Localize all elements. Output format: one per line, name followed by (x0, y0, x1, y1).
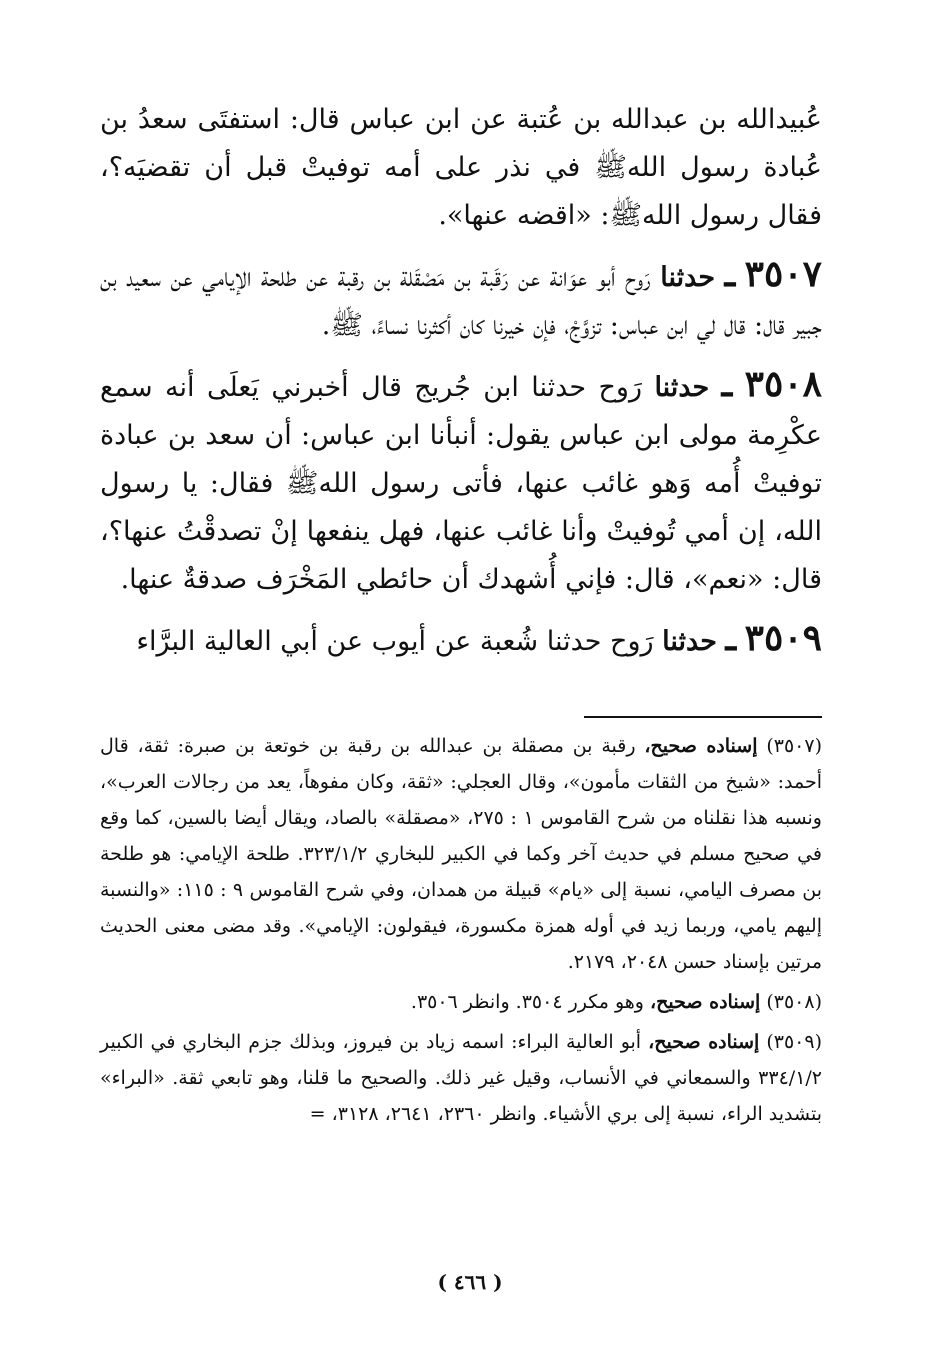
footnote-text: أبو العالية البراء: اسمه زياد بن فيروز، وبذلك جزم البخاري في الكبير ٣٣٤/١/٢ والسمعاني في الأنساب، وقيل غير ذلك. والصحيح ما قلنا، وهو تابعي ثقة. «البراء» بتشديد الراء، نسبة إلى بري الأشياء. وانظر ٢٣٦٠، ٢٦٤١، ٣١٢٨، = (100, 1031, 822, 1125)
footnote-lead: إسناده صحيح، (650, 991, 761, 1013)
hadith-lead-word: حدثنا (654, 372, 710, 403)
footnote-lead: إسناده صحيح، (644, 735, 758, 757)
hadith-lead-word: حدثنا (660, 262, 716, 293)
footnote-ref: (٣٥٠٨) (766, 991, 822, 1013)
hadith-3508 (100, 360, 822, 604)
footnote-text: رقبة بن مصقلة بن عبدالله بن رقبة بن خوتعة بن صبرة: ثقة، قال أحمد: «شيخ من الثقات مأمون»، وقال العجلي: «ثقة، وكان مفوهاً، يعد من رجالات العرب»، ونسبه هذا نقلناه من شرح القاموس ١ : ٢٧٥، «مصقلة» بالصاد، ويقال أيضا بالسين، كما وقع في صحيح مسلم في حديث آخر وكما في الكبير للبخاري ٣٢٣/١/٢. طلحة الإيامي: هو طلحة بن مصرف اليامي، نسبة إلى «يام» قبيلة من همدان، وفي شرح القاموس ٩ : ١١٥: «والنسبة إليهم يامي، وربما زيد في أوله همزة مكسورة، فيقولون: الإيامي». وقد مضى معنى الحديث مرتين بإسناد حسن ٢٠٤٨، ٢١٧٩. (100, 735, 823, 973)
page-number: ( ٤٦٦ ) (437, 1270, 503, 1294)
footnote-ref: (٣٥٠٧) (766, 735, 823, 757)
footnote-3508 (100, 984, 822, 1020)
footnote-lead: إسناده صحيح، (648, 1031, 760, 1053)
opening-line-3: «اقضه عنها». (438, 200, 592, 231)
hadith-lead-word: حدثنا (662, 626, 717, 657)
footnote-divider (584, 716, 822, 718)
hadith-dash: ـ (724, 253, 736, 295)
hadith-number: ٣٥٠٧ (744, 253, 822, 295)
hadith-text: رَوح حدثنا ابن جُريج قال أخبرني يَعلَى أنه سمع عكْرِمة مولى ابن عباس يقول: أنبأنا ابن عباس: أن سعد بن عبادة توفيتْ أُمه وَهو غائب عنها، فأتى رسول اللهﷺ فقال: يا رسول الله، إن أمي تُوفيتْ وأنا غائب عنها، فهل ينفعها إنْ تصدقْتُ عنها؟، قال: «نعم»، قال: فإني أُشهدك أن حائطي المَخْرَف صدقةٌ عنها. (100, 372, 822, 595)
hadith-text: رَوح حدثنا شُعبة عن أيوب عن أبي العالية البرَّاء (136, 626, 654, 657)
hadith-number: ٣٥٠٨ (744, 363, 822, 405)
footnote-3509 (100, 1024, 822, 1132)
opening-line-2: رسول اللهﷺ في نذر على أمه توفيتْ قبل أن تقضيَه؟، فقال رسول اللهﷺ: (100, 152, 822, 231)
hadith-3507 (100, 250, 822, 350)
opening-line-1: عُبيدالله بن عبدالله بن عُتبة عن ابن عباس قال: استفتَى سعدُ بن عُبادة (100, 104, 822, 183)
main-text (100, 96, 822, 666)
footnotes (100, 728, 822, 1136)
hadith-number: ٣٥٠٩ (744, 617, 822, 659)
footnote-3507 (100, 728, 822, 980)
hadith-text: رَوح أبو عوَانة عن رَقَبة بن مَصْقَلة بن رقبة عن طلحة الإيامي عن سعيد بن جبير قال: قال لي ابن عباس: تزوَّجْ، فإن خيرنا كان أكثرنا نساءً، ﷺ. (100, 262, 822, 341)
footnote-text: وهو مكرر ٣٥٠٤. وانظر ٣٥٠٦. (410, 991, 644, 1013)
hadith-dash: ـ (721, 363, 733, 405)
hadith-3509 (100, 614, 822, 666)
footnote-ref: (٣٥٠٩) (766, 1031, 822, 1053)
hadith-dash: ـ (725, 617, 737, 659)
opening-paragraph (100, 96, 822, 240)
